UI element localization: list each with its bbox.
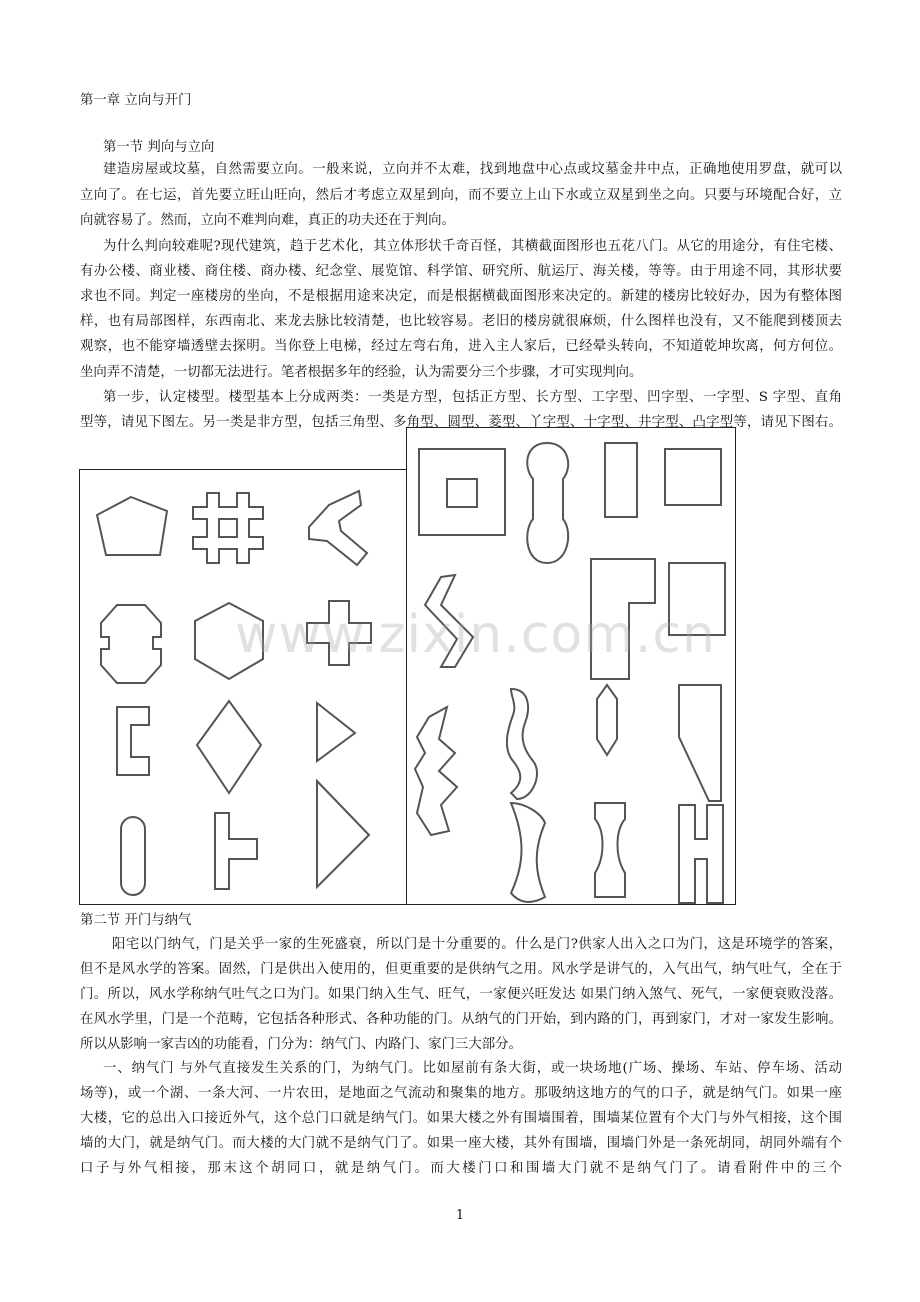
capsule-shape xyxy=(121,817,145,895)
paragraph-line: 所以从影响一家吉凶的功能看，门分为：纳气门、内路门、家门三大部分。 xyxy=(80,1037,522,1052)
paragraph-line: 但不是风水学的答案。固然，门是供出入使用的，但更重要的是供纳气之用。风水学是讲气的，入气出气，纳气吐气，全在于 xyxy=(80,962,842,977)
s-curve-shape xyxy=(507,689,537,799)
square-shape xyxy=(665,449,721,505)
right-triangle-shape xyxy=(317,781,369,887)
notched-octagon-shape xyxy=(101,605,161,683)
paragraph-line: 向就容易了。然而，立向不难判向难，真正的功夫还在于判向。 xyxy=(80,213,455,228)
paragraph-line: 求也不同。判定一座楼房的坐向，不是根据用途来决定，而是根据横截面图形来决定的。新建的楼房比较好办，因为有整体图 xyxy=(80,289,842,304)
paragraph-line: 墙的大门，就是纳气门。而大楼的大门就不是纳气门了。如果一座大楼，其外有围墙，围墙门外是一条死胡同，胡同外端有个 xyxy=(80,1136,842,1151)
paragraph-line: 场等)，或一个湖、一条大河、一片农田，是地面之气流动和聚集的地方。那吸纳这地方的气的口子，就是纳气门。如果一座 xyxy=(80,1086,842,1101)
h-shape xyxy=(679,805,723,903)
inner-square-hole xyxy=(447,479,477,507)
section1-title: 第一节 判向与立向 xyxy=(103,140,215,155)
paragraph-line: 有办公楼、商业楼、商住楼、商办楼、纪念堂、展览馆、科学馆、研究所、航运厅、海关楼，等等。由于用途不同，其形状要 xyxy=(80,264,842,279)
y-shape xyxy=(309,491,367,565)
inner-square-shape xyxy=(219,519,237,537)
paragraph-line: 大楼，它的总出入口接近外气，这个总门口就是纳气门。如果大楼之外有围墙围着，围墙某位置有个大门与外气相接，这个围 xyxy=(80,1111,842,1126)
diamond-shape xyxy=(197,701,261,793)
trapezoid-shape xyxy=(679,685,721,801)
paragraph-line: 型等，请见下图左。另一类是非方型，包括三角型、多角型、圆型、菱型、丫字型、十字型、井字型、凸字型等，请见下图右。 xyxy=(80,415,842,430)
paragraph-line: 样，也有局部图样，东西南北、来龙去脉比较清楚，也比较容易。老旧的楼房就很麻烦，什么图样也没有，又不能爬到楼顶去 xyxy=(80,314,842,329)
c-shape xyxy=(117,707,149,775)
paragraph-line: 门。所以，风水学称纳气吐气之口为门。如果门纳入生气、旺气，一家便兴旺发达 如果门纳入煞气、死气，一家便衰败没落。 xyxy=(80,987,842,1002)
paragraph-line: 建造房屋或坟墓，自然需要立向。一般来说，立向并不太难，找到地盘中心点或坟墓金井中点，正确地使用罗盘，就可以 xyxy=(103,162,842,177)
section2-title: 第二节 开门与纳气 xyxy=(80,913,192,928)
bow-shape xyxy=(595,803,625,897)
paragraph-line: 坐向弄不清楚，一切都无法进行。笔者根据多年的经验，认为需要分三个步骤，才可实现判向。 xyxy=(80,365,643,380)
well-shape xyxy=(193,493,263,563)
building-shapes-figure xyxy=(79,427,737,905)
paragraph-line: 为什么判向较难呢?现代建筑，趋于艺术化，其立体形状千奇百怪，其横截面图形也五花八门。从它的用途分，有住宅楼、 xyxy=(103,239,842,254)
triangle-shape xyxy=(317,703,355,761)
paragraph-line: 在风水学里，门是一个范畴，它包括各种形式、各种功能的门。从纳气的门开始，到内路的门，再到家门，才对一家发生影响。 xyxy=(80,1012,842,1027)
pentagon-shape xyxy=(97,497,167,555)
dumbbell-shape xyxy=(527,443,568,563)
chapter-title: 第一章 立向与开门 xyxy=(80,93,192,108)
t-shape xyxy=(215,813,257,889)
square-frame-shape xyxy=(419,449,505,535)
paragraph-line: 立向了。在七运，首先要立旺山旺向，然后才考虑立双星到向，而不要立上山下水或立双星到坐之向。只要与环境配合好，立 xyxy=(80,188,842,203)
paragraph-line: 观察，也不能穿墙透壁去探明。当你登上电梯，经过左弯右角，进入主人家后，已经晕头转向，不知道乾坤坎离，何方何位。 xyxy=(80,339,842,354)
paragraph-line: 口子与外气相接，那末这个胡同口，就是纳气门。而大楼门口和围墙大门就不是纳气门了。请看附件中的三个 xyxy=(80,1161,842,1176)
watermark: www.zixin.com.cn xyxy=(235,605,716,665)
concave-shape xyxy=(511,803,545,902)
tall-rectangle-shape xyxy=(605,443,637,517)
paragraph-line: 一、纳气门 与外气直接发生关系的门，为纳气门。比如屋前有条大街，或一块场地(广场、操场、车站、停车场、活动 xyxy=(103,1061,842,1076)
wave-strip-shape xyxy=(415,707,457,835)
page-number: 1 xyxy=(455,1208,465,1223)
elongated-hexagon-shape xyxy=(597,685,617,755)
paragraph-line: 第一步，认定楼型。楼型基本上分成两类：一类是方型，包括正方型、长方型、工字型、凹字型、一字型、S 字型、直角 xyxy=(103,390,842,405)
paragraph-line: 阳宅以门纳气，门是关乎一家的生死盛衰，所以门是十分重要的。什么是门?供家人出入之口为门，这是环境学的答案， xyxy=(112,937,842,952)
